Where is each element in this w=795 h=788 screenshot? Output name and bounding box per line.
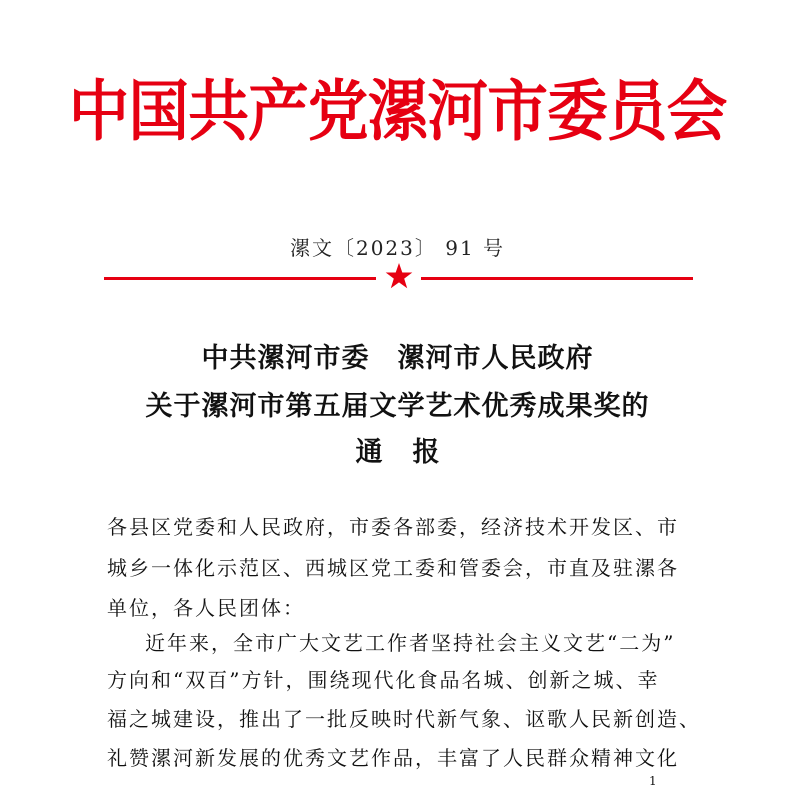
body-text-line: 礼赞漯河新发展的优秀文艺作品，丰富了人民群众精神文化 [107,746,679,770]
issuing-authority-title: 中国共产党漯河市委员会 [68,73,727,150]
red-divider-left [104,277,376,280]
body-text-line: 近年来，全市广大文艺工作者坚持社会主义文艺“二为” [145,631,676,655]
body-text-line: 福之城建设，推出了一批反映时代新气象、讴歌人民新创造、 [107,707,701,731]
red-star-icon [385,262,413,290]
notice-title-line-2: 关于漯河市第五届文学艺术优秀成果奖的 [145,391,650,422]
red-divider-right [421,277,693,280]
page-number: 1 [649,774,657,788]
notice-title-line-1: 中共漯河市委 漯河市人民政府 [201,343,594,374]
body-text-line: 单位，各人民团体： [107,596,305,620]
document-number: 漯文〔2023〕 91 号 [289,236,506,260]
body-text-line: 各县区党委和人民政府，市委各部委，经济技术开发区、市 [107,515,679,539]
body-text-line: 方向和“双百”方针，围绕现代化食品名城、创新之城、幸 [107,668,660,692]
notice-title-line-3: 通报 [355,437,470,468]
body-text-line: 城乡一体化示范区、西城区党工委和管委会，市直及驻漯各 [107,556,679,580]
